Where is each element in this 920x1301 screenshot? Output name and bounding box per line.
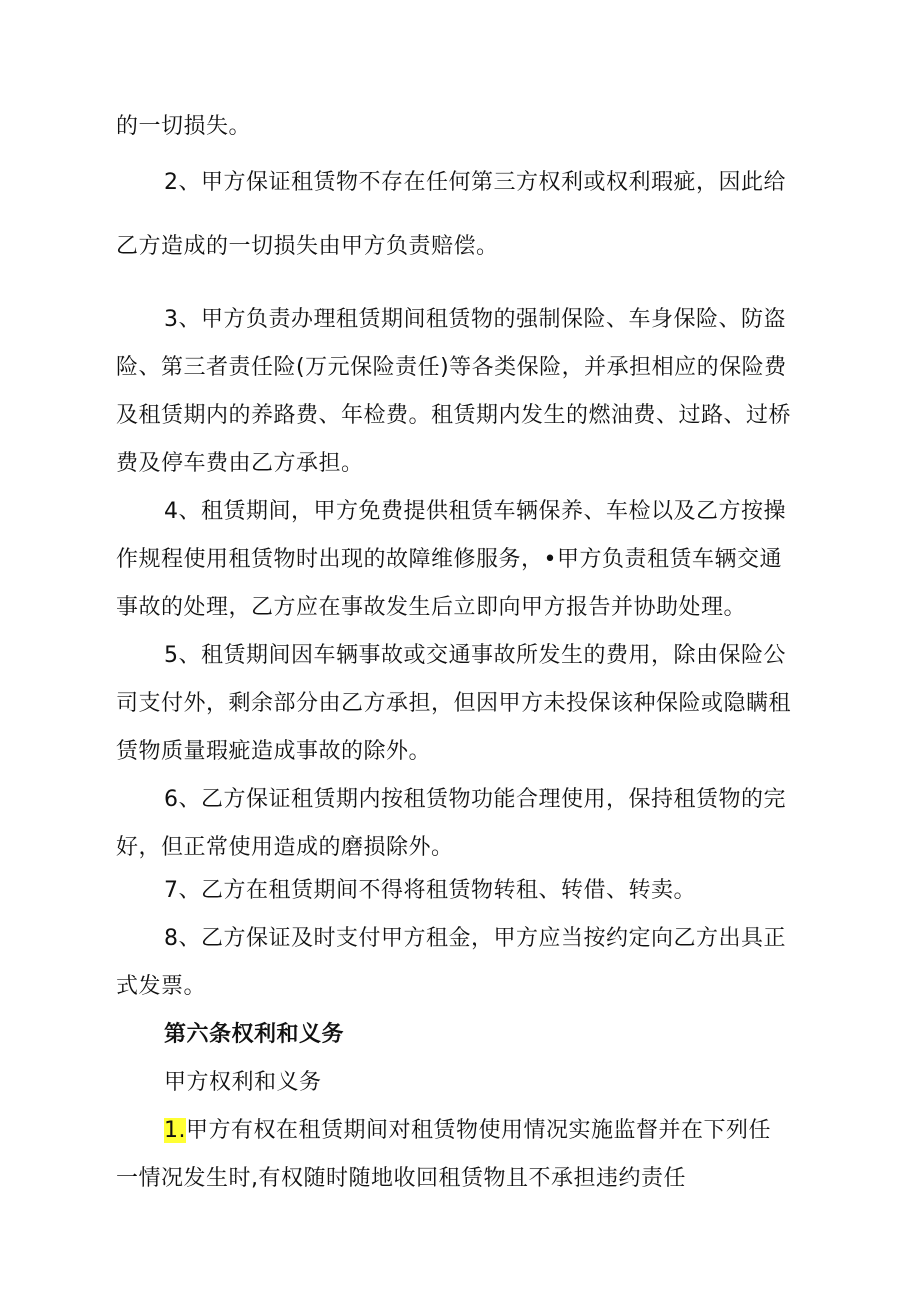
clause-3-line-3: 及租赁期内的养路费、年检费。租赁期内发生的燃油费、过路、过桥	[116, 403, 792, 428]
text-line: 的一切损失。	[116, 114, 252, 139]
clause-5-line-1: 5、租赁期间因车辆事故或交通事故所发生的费用，除由保险公	[164, 643, 786, 668]
clause-6-line-2: 好，但正常使用造成的磨损除外。	[116, 835, 454, 860]
clause-8-line-2: 式发票。	[116, 974, 207, 999]
clause-5-line-3: 赁物质量瑕疵造成事故的除外。	[116, 739, 432, 764]
section-subheading: 甲方权利和义务	[164, 1070, 322, 1095]
item-1-line-2: 一情况发生时,有权随时随地收回租赁物且不承担违约责任	[116, 1166, 686, 1191]
clause-5-line-2: 司支付外，剩余部分由乙方承担，但因甲方未投保该种保险或隐瞒租	[116, 691, 792, 716]
clause-4-line-2: 作规程使用租赁物时出现的故障维修服务，•甲方负责租赁车辆交通	[116, 547, 782, 572]
clause-4-line-3: 事故的处理，乙方应在事故发生后立即向甲方报告并协助处理。	[116, 595, 747, 620]
section-heading: 第六条权利和义务	[164, 1022, 345, 1047]
item-1-line-1	[164, 1116, 771, 1146]
clause-3-line-2: 险、第三者责任险(万元保险责任)等各类保险，并承担相应的保险费	[116, 355, 787, 380]
clause-7-line-1: 7、乙方在租赁期间不得将租赁物转租、转借、转卖。	[164, 878, 696, 903]
item-1-number: 1.	[164, 1118, 186, 1143]
clause-6-line-1: 6、乙方保证租赁期内按租赁物功能合理使用，保持租赁物的完	[164, 787, 786, 812]
clause-2-line-1: 2、甲方保证租赁物不存在任何第三方权利或权利瑕疵，因此给	[164, 170, 786, 195]
clause-8-line-1: 8、乙方保证及时支付甲方租金，甲方应当按约定向乙方出具正	[164, 926, 786, 951]
item-1-text: 甲方有权在租赁期间对租赁物使用情况实施监督并在下列任	[186, 1118, 772, 1143]
clause-4-line-1: 4、租赁期间，甲方免费提供租赁车辆保养、车检以及乙方按操	[164, 499, 786, 524]
clause-2-line-2: 乙方造成的一切损失由甲方负责赔偿。	[116, 234, 499, 259]
clause-3-line-1: 3、甲方负责办理租赁期间租赁物的强制保险、车身保险、防盗	[164, 307, 786, 332]
clause-3-line-4: 费及停车费由乙方承担。	[116, 451, 364, 476]
